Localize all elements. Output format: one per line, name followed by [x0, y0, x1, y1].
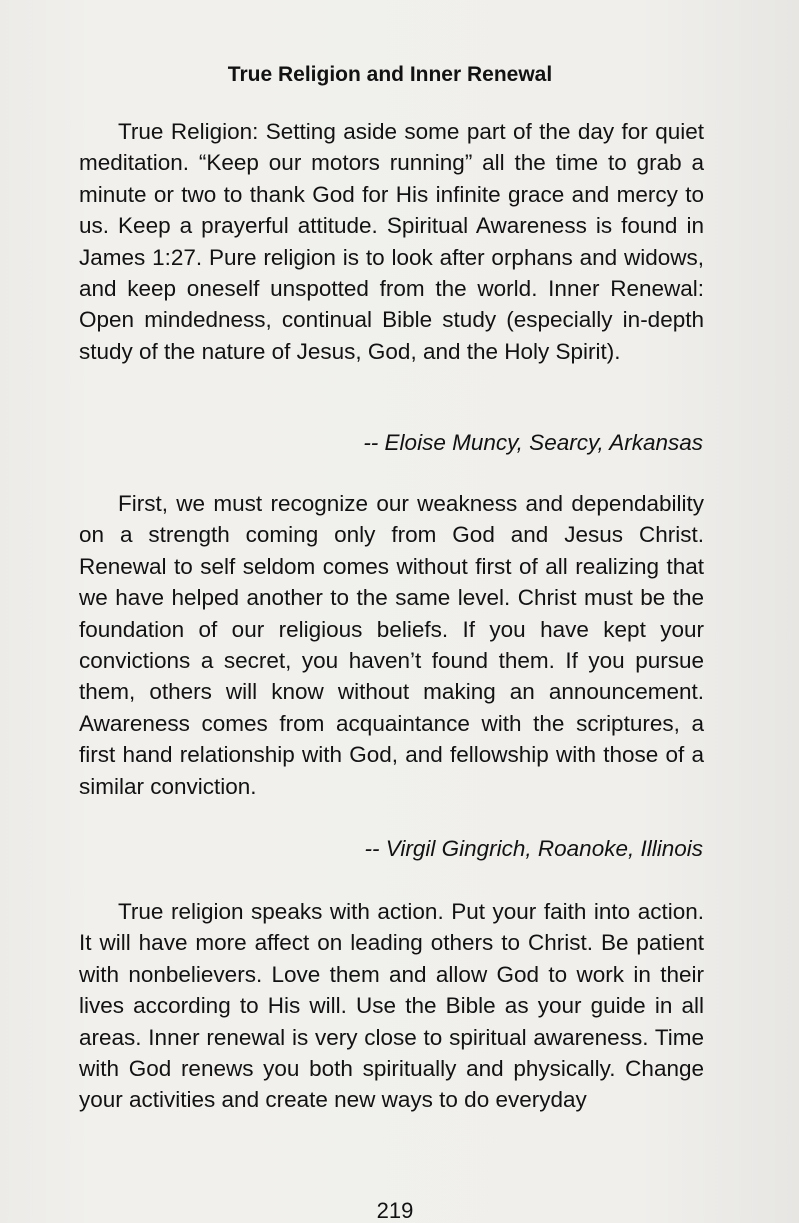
entry-attribution-2: -- Virgil Gingrich, Roanoke, Illinois	[364, 836, 703, 861]
entry-text-1: True Religion: Setting aside some part of the day for quiet meditation. “Keep our motors running” all the time to grab a minute or two to thank God for His infinite grace and mercy to us. Keep a prayerful attitude. Spiritual Awareness is found in James 1:27. Pure religion is to look after orphans and widows, and keep oneself unspotted from the world. Inner Renewal: Open mindedness, continual Bible study (especially in-depth study of the nature of Jesus, God, and the Holy Spirit).	[79, 119, 704, 364]
entry-text-3: True religion speaks with action. Put your faith into action. It will have more affect on leading others to Christ. Be patient with nonbelievers. Love them and allow God to work in their lives according to His will. Use the Bible as your guide in all areas. Inner renewal is very close to spiritual awareness. Time with God renews you both spiritually and physically. Change your activities and create new ways to do everyday	[79, 899, 704, 1113]
entry-text-2: First, we must recognize our weakness and dependability on a strength coming only from God and Jesus Christ. Renewal to self seldom comes without first of all realizing that we have helped another to the same level. Christ must be the foundation of our religious beliefs. If you have kept your convictions a secret, you haven’t found them. If you pursue them, others will know without making an announcement. Awareness comes from acquaintance with the scriptures, a first hand relationship with God, and fellowship with those of a similar conviction.	[79, 491, 704, 799]
entry-attribution-1: -- Eloise Muncy, Searcy, Arkansas	[363, 430, 703, 455]
page-title: True Religion and Inner Renewal	[227, 63, 553, 86]
page-number: 219	[376, 1198, 414, 1223]
